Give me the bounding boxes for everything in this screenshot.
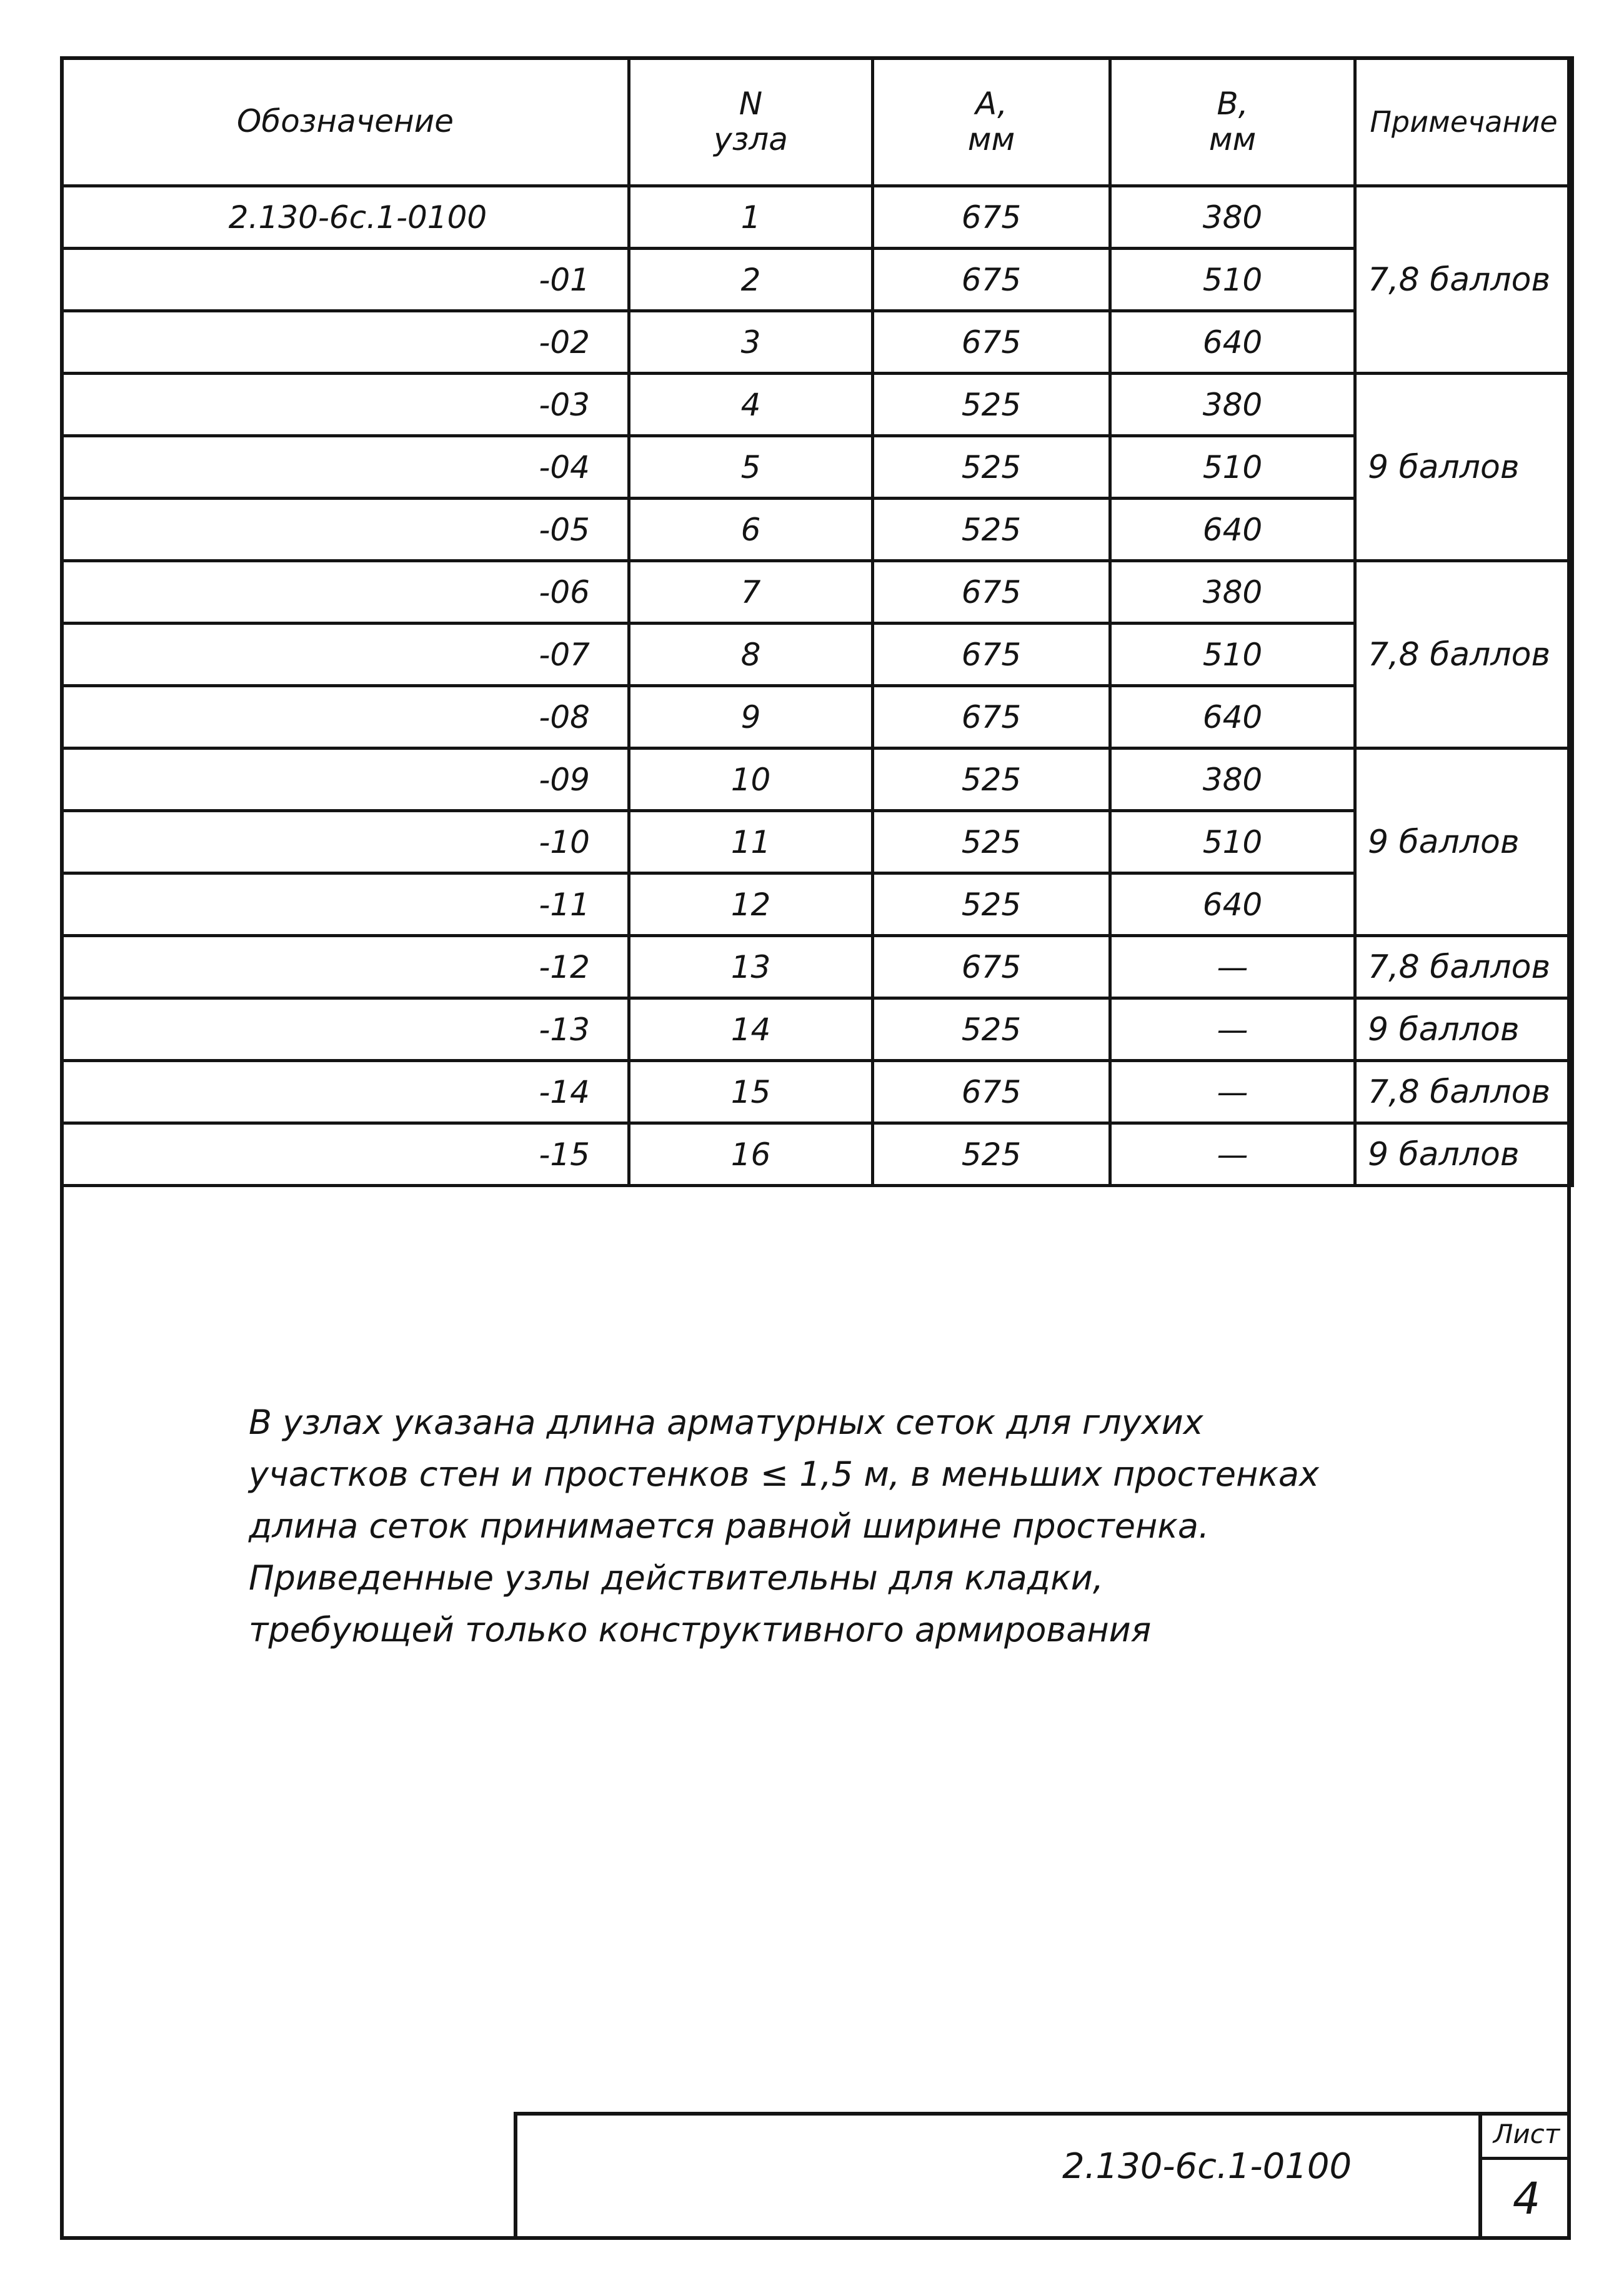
- cell-designation: -10: [62, 811, 629, 873]
- cell-note: 9 баллов: [1355, 749, 1573, 936]
- note-line: требующей только конструктивного армирования: [249, 1610, 1152, 1649]
- cell-b: 640: [1110, 499, 1355, 561]
- cell-b: 640: [1110, 873, 1355, 936]
- cell-designation: -08: [62, 686, 629, 749]
- cell-a: 525: [873, 374, 1110, 436]
- cell-node: 14: [629, 998, 873, 1061]
- cell-node: 13: [629, 936, 873, 998]
- table-row: [62, 561, 1573, 624]
- cell-node: 6: [629, 499, 873, 561]
- cell-b: —: [1110, 998, 1355, 1061]
- table-row: [62, 186, 1573, 249]
- cell-node: 1: [629, 186, 873, 249]
- cell-b: 510: [1110, 811, 1355, 873]
- cell-designation: -14: [62, 1061, 629, 1123]
- cell-designation: -09: [62, 749, 629, 811]
- cell-b: —: [1110, 936, 1355, 998]
- header-b-line2: мм: [1208, 121, 1257, 157]
- cell-b: 510: [1110, 436, 1355, 499]
- cell-a: 675: [873, 249, 1110, 311]
- cell-b: 380: [1110, 374, 1355, 436]
- cell-a: 675: [873, 936, 1110, 998]
- cell-designation: -11: [62, 873, 629, 936]
- document-code: 2.130-6с.1-0100: [1062, 2146, 1352, 2187]
- cell-node: 16: [629, 1123, 873, 1186]
- cell-a: 525: [873, 873, 1110, 936]
- cell-node: 7: [629, 561, 873, 624]
- cell-designation: -06: [62, 561, 629, 624]
- cell-designation: -03: [62, 374, 629, 436]
- header-note: Примечание: [1355, 58, 1573, 186]
- cell-a: 675: [873, 624, 1110, 686]
- table-row: [62, 686, 1573, 749]
- table-row: [62, 811, 1573, 873]
- cell-a: 525: [873, 436, 1110, 499]
- cell-designation: -15: [62, 1123, 629, 1186]
- table-header-row: [62, 58, 1573, 186]
- cell-b: —: [1110, 1061, 1355, 1123]
- table-row: [62, 998, 1573, 1061]
- cell-b: 640: [1110, 686, 1355, 749]
- header-node-number: [629, 58, 873, 186]
- cell-node: 11: [629, 811, 873, 873]
- cell-a: 675: [873, 686, 1110, 749]
- note-line: длина сеток принимается равной ширине простенка.: [249, 1506, 1210, 1546]
- cell-designation: 2.130-6с.1-0100: [62, 186, 629, 249]
- header-b: [1110, 58, 1355, 186]
- note-line: Приведенные узлы действительны для кладки,: [249, 1558, 1103, 1598]
- cell-note: 7,8 баллов: [1355, 561, 1573, 749]
- cell-designation: -07: [62, 624, 629, 686]
- cell-node: 2: [629, 249, 873, 311]
- cell-node: 4: [629, 374, 873, 436]
- cell-b: 510: [1110, 624, 1355, 686]
- cell-node: 9: [629, 686, 873, 749]
- cell-node: 3: [629, 311, 873, 374]
- cell-note: 9 баллов: [1355, 998, 1573, 1061]
- cell-b: —: [1110, 1123, 1355, 1186]
- cell-designation: -12: [62, 936, 629, 998]
- cell-a: 675: [873, 311, 1110, 374]
- header-designation: Обозначение: [62, 58, 629, 186]
- sheet-number-cell: [1478, 2112, 1571, 2240]
- cell-b: 380: [1110, 749, 1355, 811]
- table-row: [62, 499, 1573, 561]
- header-a-line1: A,: [975, 85, 1008, 122]
- header-node-number-line2: узла: [714, 121, 788, 157]
- cell-a: 525: [873, 811, 1110, 873]
- cell-a: 525: [873, 1123, 1110, 1186]
- cell-b: 640: [1110, 311, 1355, 374]
- cell-designation: -01: [62, 249, 629, 311]
- header-b-line1: B,: [1217, 85, 1248, 122]
- cell-b: 380: [1110, 561, 1355, 624]
- cell-a: 525: [873, 749, 1110, 811]
- cell-designation: -05: [62, 499, 629, 561]
- cell-a: 525: [873, 499, 1110, 561]
- note-line: В узлах указана длина арматурных сеток для глухих: [249, 1403, 1203, 1442]
- table-row: [62, 311, 1573, 374]
- table-row: [62, 249, 1573, 311]
- cell-node: 8: [629, 624, 873, 686]
- cell-note: 9 баллов: [1355, 374, 1573, 561]
- specification-table: [60, 56, 1574, 1187]
- table-row: [62, 436, 1573, 499]
- explanatory-note: [249, 1396, 1436, 1656]
- cell-a: 675: [873, 186, 1110, 249]
- table-row: [62, 624, 1573, 686]
- sheet-label: Лист: [1482, 2112, 1571, 2160]
- cell-node: 10: [629, 749, 873, 811]
- cell-a: 675: [873, 1061, 1110, 1123]
- table-row: [62, 749, 1573, 811]
- cell-b: 380: [1110, 186, 1355, 249]
- header-a: [873, 58, 1110, 186]
- note-line: участков стен и простенков ≤ 1,5 м, в меньших простенках: [249, 1455, 1319, 1494]
- table-row: [62, 936, 1573, 998]
- table-row: [62, 873, 1573, 936]
- table-row: [62, 374, 1573, 436]
- header-node-number-line1: N: [739, 85, 763, 122]
- cell-designation: -13: [62, 998, 629, 1061]
- header-a-line2: мм: [967, 121, 1015, 157]
- table-row: [62, 1061, 1573, 1123]
- cell-node: 15: [629, 1061, 873, 1123]
- cell-a: 675: [873, 561, 1110, 624]
- sheet-number: 4: [1512, 2173, 1541, 2224]
- cell-node: 12: [629, 873, 873, 936]
- table-row: [62, 1123, 1573, 1186]
- cell-note: 7,8 баллов: [1355, 186, 1573, 374]
- cell-note: 7,8 баллов: [1355, 1061, 1573, 1123]
- cell-note: 7,8 баллов: [1355, 936, 1573, 998]
- cell-a: 525: [873, 998, 1110, 1061]
- cell-node: 5: [629, 436, 873, 499]
- cell-designation: -02: [62, 311, 629, 374]
- cell-designation: -04: [62, 436, 629, 499]
- cell-note: 9 баллов: [1355, 1123, 1573, 1186]
- cell-b: 510: [1110, 249, 1355, 311]
